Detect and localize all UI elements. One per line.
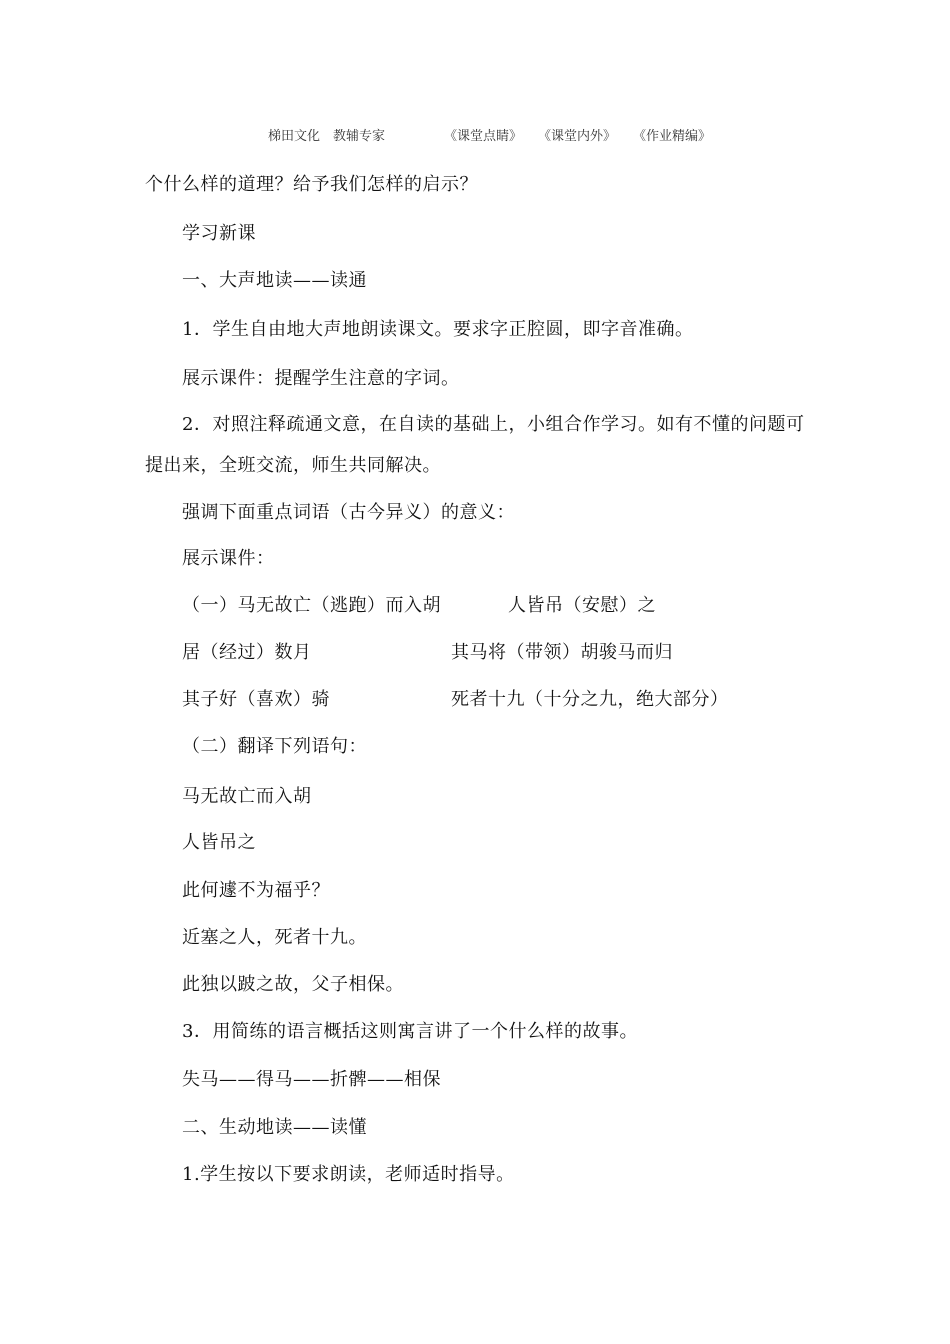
translate-sentence: 人皆吊之 <box>182 832 256 853</box>
intro-continued: 个什么样的道理？给予我们怎样的启示？ <box>145 174 478 195</box>
courseware-note-2: 展示课件： <box>182 548 275 569</box>
step1-paragraph: 1．学生自由地大声地朗读课文。要求字正腔圆，即字音准确。 <box>182 319 694 340</box>
book-title-3: 《作业精编》 <box>633 129 712 144</box>
translate-sentence: 近塞之人，死者十九。 <box>182 927 367 948</box>
translate-sentence: 此独以跛之故，父子相保。 <box>182 974 404 995</box>
vocab-item: 居（经过）数月 <box>182 642 312 663</box>
step2-paragraph-line2: 提出来，全班交流，师生共同解决。 <box>145 455 441 476</box>
section-heading: 学习新课 <box>182 223 256 244</box>
book-title-2: 《课堂内外》 <box>538 129 617 144</box>
translate-heading: （二）翻译下列语句： <box>182 736 367 757</box>
story-summary: 失马——得马——折髀——相保 <box>182 1069 441 1090</box>
translate-sentence: 此何遽不为福乎？ <box>182 880 330 901</box>
publisher-label: 梯田文化 教辅专家 <box>268 129 386 144</box>
step2-paragraph-line1: 2．对照注释疏通文意，在自读的基础上，小组合作学习。如有不懂的问题可 <box>182 414 805 435</box>
vocab-item: 其子好（喜欢）骑 <box>182 689 330 710</box>
part1-heading: 一、大声地读——读通 <box>182 270 367 291</box>
courseware-note-1: 展示课件：提醒学生注意的字词。 <box>182 368 460 389</box>
book-title-1: 《课堂点睛》 <box>444 129 523 144</box>
part2-heading: 二、生动地读——读懂 <box>182 1117 367 1138</box>
step3-paragraph: 3．用简练的语言概括这则寓言讲了一个什么样的故事。 <box>182 1021 638 1042</box>
vocab-item: 人皆吊（安慰）之 <box>508 595 656 616</box>
vocab-item: 其马将（带领）胡骏马而归 <box>451 642 673 663</box>
emphasis-paragraph: 强调下面重点词语（古今异义）的意义： <box>182 502 515 523</box>
vocab-item: 死者十九（十分之九，绝大部分） <box>451 689 729 710</box>
translate-sentence: 马无故亡而入胡 <box>182 786 312 807</box>
part2-step1: 1.学生按以下要求朗读，老师适时指导。 <box>182 1164 515 1185</box>
vocab-item: （一）马无故亡（逃跑）而入胡 <box>182 595 441 616</box>
